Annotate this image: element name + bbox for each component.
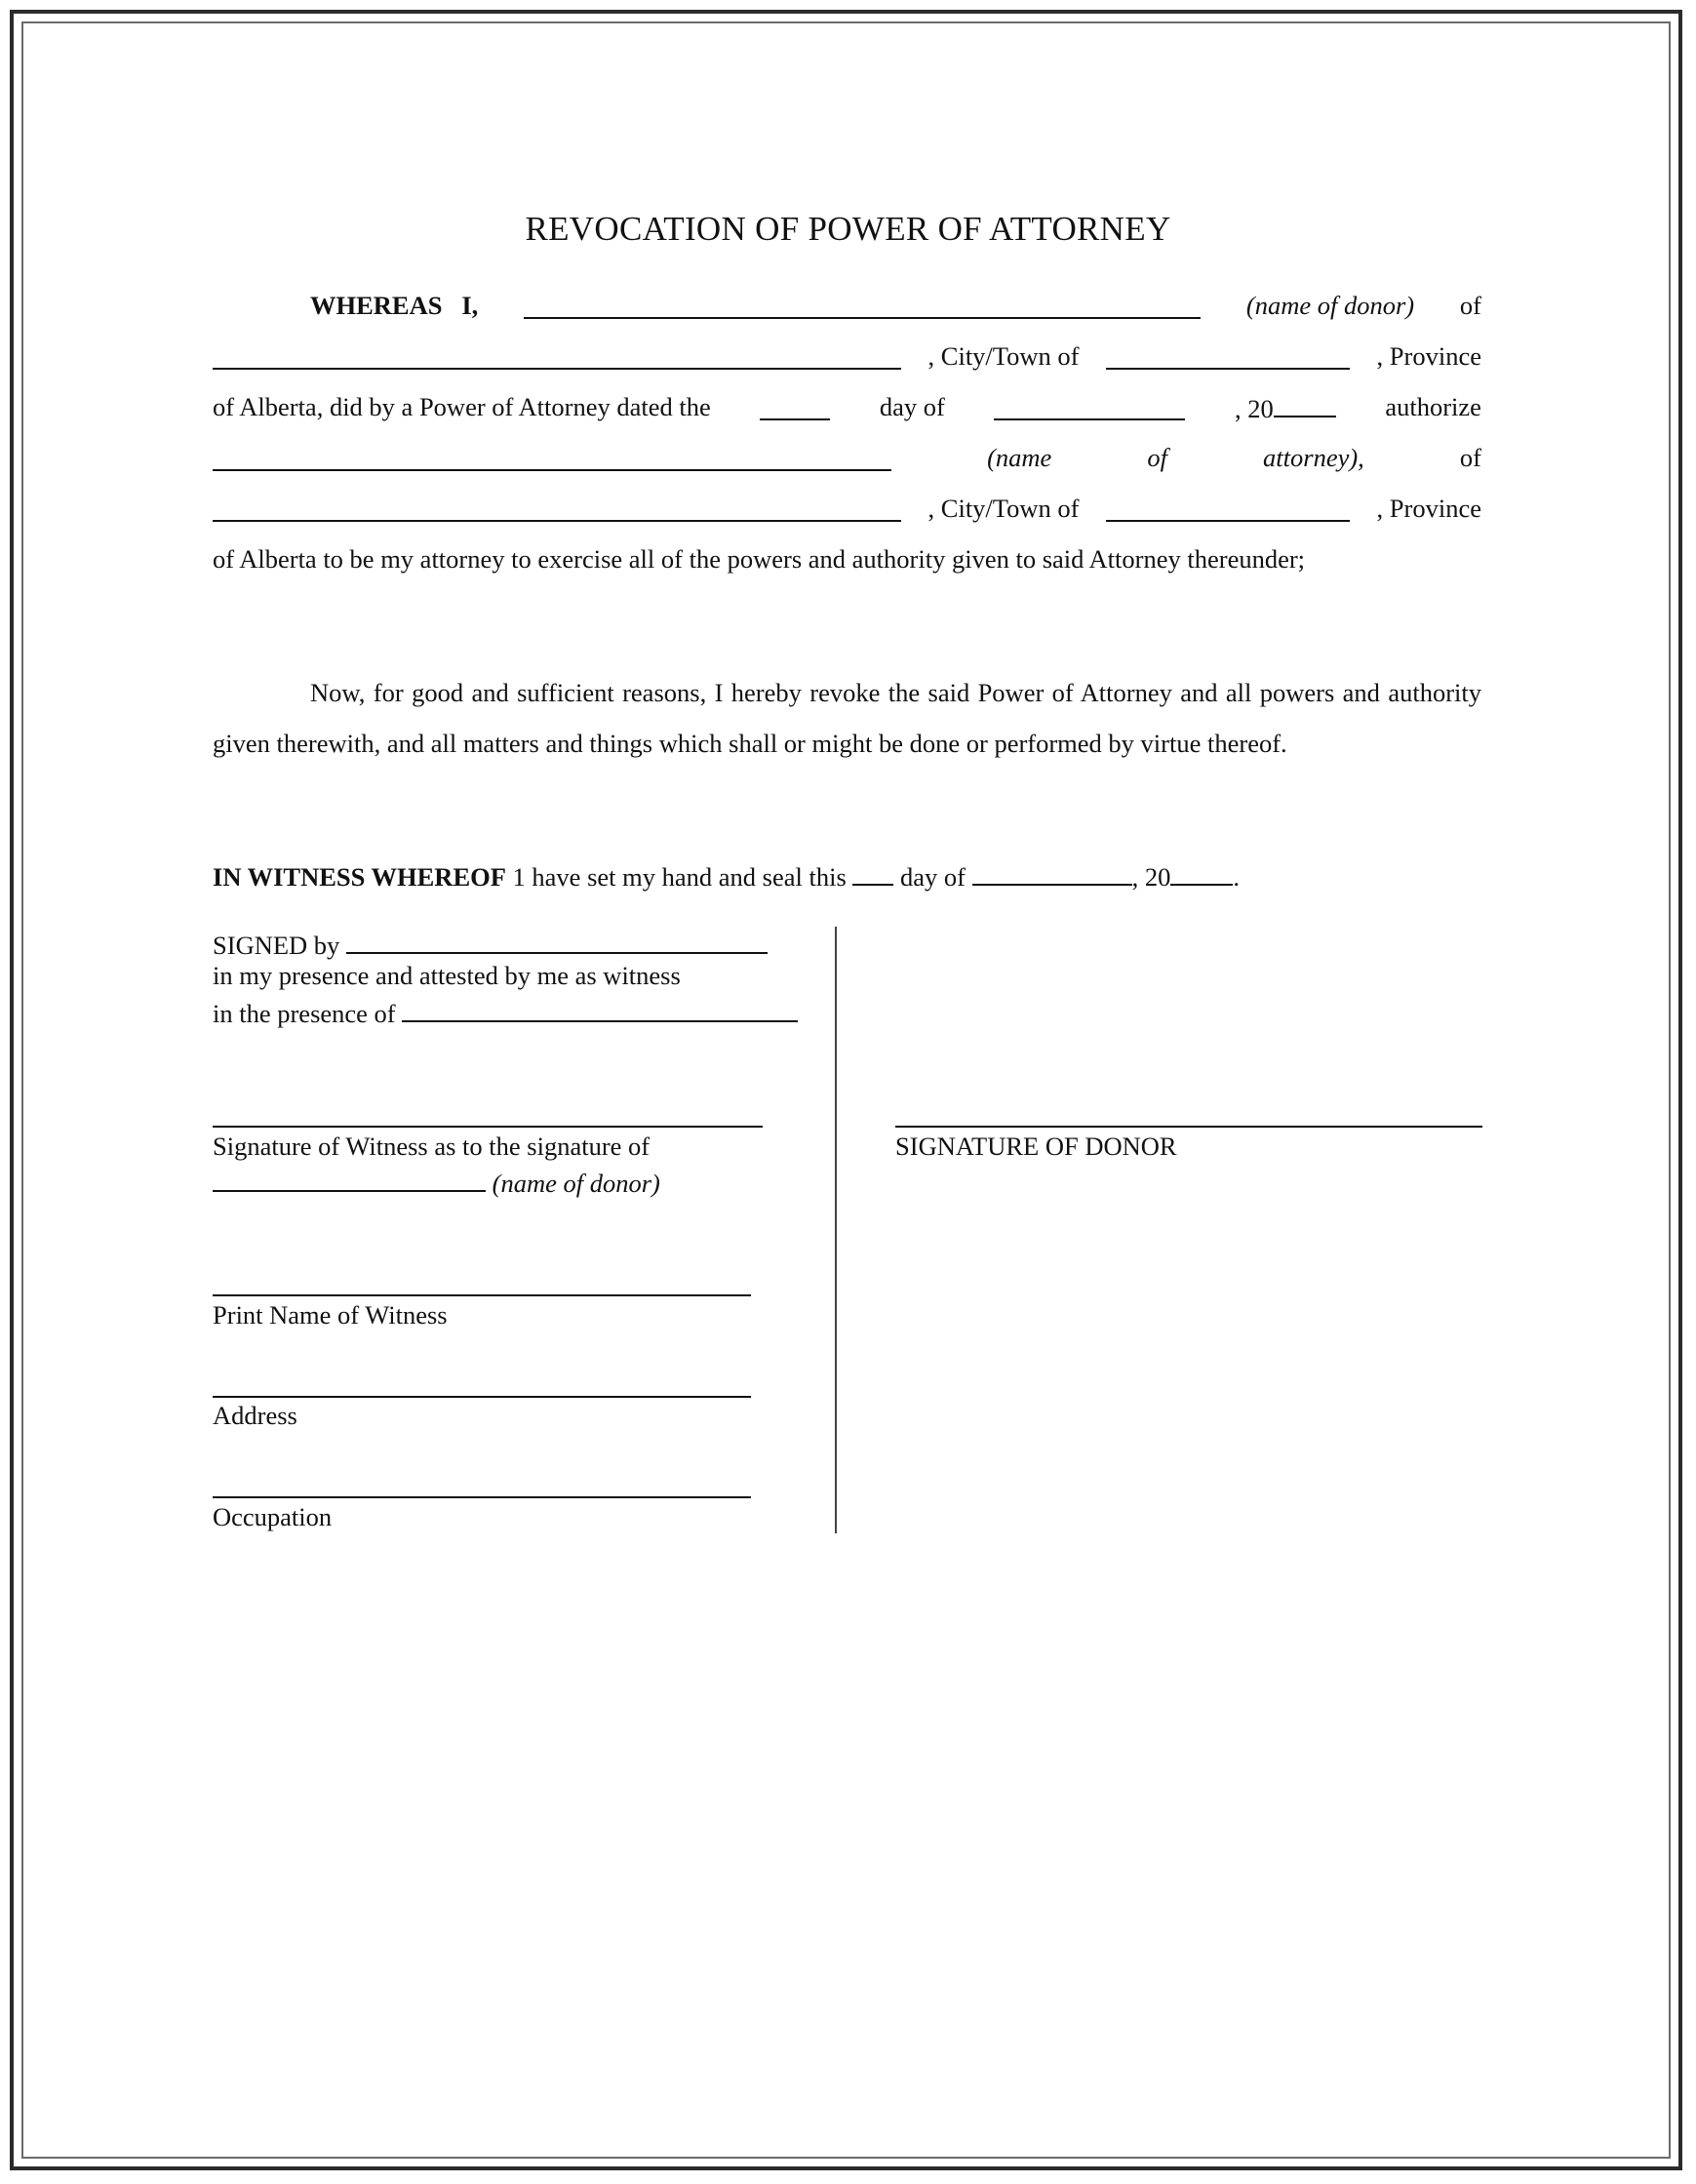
address-line[interactable] [213,1396,751,1398]
day-of-label: day of [879,391,945,421]
print-name-line[interactable] [213,1294,751,1296]
whereas-closing: of Alberta to be my attorney to exercise all of the powers and authority given to said Attorney thereunder; [213,544,1306,574]
witness-year-prefix: , 20 [1131,862,1171,892]
poa-year-blank[interactable] [1274,390,1336,417]
document-title: REVOCATION OF POWER OF ATTORNEY [525,210,1171,248]
signed-by-blank[interactable] [346,927,768,954]
alberta-lead: of Alberta, did by a Power of Attorney dated the [213,391,711,421]
donor-city-blank[interactable] [1106,342,1350,370]
presence-text: in my presence and attested by me as witness [213,961,681,990]
of-word: of [1459,290,1481,320]
witness-line [213,858,1240,893]
province-label: , Province [1376,340,1481,371]
witness-month-blank[interactable] [972,858,1132,886]
whereas-pronoun: I, [461,290,479,320]
witness-bold: IN WITNESS WHEREOF [213,862,506,892]
witness-day-of: day of [900,862,966,892]
donor-address-blank[interactable] [213,342,901,370]
whereas-line-4 [213,432,1481,483]
signed-by-line [213,927,768,961]
donor-name-blank[interactable] [524,292,1201,319]
witness-period: . [1233,862,1240,892]
witness-year-blank[interactable] [1170,858,1233,886]
occupation-line[interactable] [213,1496,751,1498]
name-of-attorney-hint-3: attorney), [1263,442,1364,472]
witness-text: 1 have set my hand and seal this [512,862,847,892]
presence-of-label: in the presence of [213,999,396,1028]
name-of-donor-hint: (name of donor) [1245,290,1415,320]
of-word-2: of [1459,442,1481,472]
witness-signature-label: Signature of Witness as to the signature of [213,1132,651,1161]
attorney-address-blank[interactable] [213,495,901,522]
attorney-name-blank[interactable] [213,444,891,471]
province-label-2: , Province [1376,493,1481,523]
print-name-label: Print Name of Witness [213,1300,448,1330]
whereas-line-2 [213,331,1481,381]
donor-name-line [213,1165,660,1199]
presence-of-line [213,995,798,1029]
name-of-attorney-hint-2: of [1147,442,1167,472]
witness-signature-line[interactable] [213,1126,763,1128]
poa-month-blank[interactable] [994,393,1185,420]
whereas-line-1 [213,280,1481,331]
poa-day-blank[interactable] [760,393,830,420]
address-label: Address [213,1401,297,1430]
occupation-label: Occupation [213,1502,333,1531]
name-of-attorney-hint-1: (name [987,442,1052,472]
presence-of-blank[interactable] [402,995,798,1022]
signed-by-label: SIGNED by [213,931,340,960]
authorize-word: authorize [1385,391,1481,421]
revoke-paragraph: Now, for good and sufficient reasons, I hereby revoke the said Power of Attorney and all powers and authority given therewith, and all matters and things which shall or might be done or performed by virtue thereof. [213,678,1481,758]
column-divider [835,927,837,1533]
whereas-lead: WHEREAS [310,290,443,320]
attorney-city-blank[interactable] [1106,495,1350,522]
whereas-line-5 [213,483,1481,534]
donor-signature-line[interactable] [895,1126,1482,1128]
year-prefix: , 20 [1235,393,1274,423]
city-town-label-2: , City/Town of [927,493,1080,523]
whereas-line-3 [213,381,1481,432]
witness-name-of-donor-hint: (name of donor) [492,1169,660,1198]
city-town-label: , City/Town of [927,340,1080,371]
donor-signature-label: SIGNATURE OF DONOR [895,1132,1177,1161]
witness-day-blank[interactable] [852,858,893,886]
witness-donor-name-blank[interactable] [213,1165,486,1192]
